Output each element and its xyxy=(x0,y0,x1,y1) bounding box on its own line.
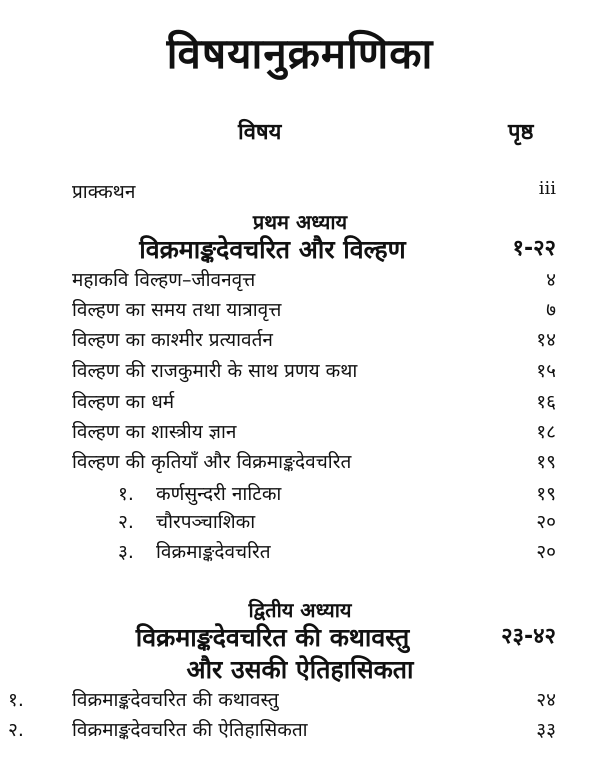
chapter-2-pages: २३-४२ xyxy=(501,624,556,649)
toc-entry-page: ७ xyxy=(546,299,556,321)
toc-entry-page: २४ xyxy=(536,689,556,711)
toc-entry-label: प्राक्कथन xyxy=(72,181,136,203)
toc-entry xyxy=(0,448,600,478)
chapter-2-title-line-1: विक्रमाङ्कदेवचरित की कथावस्तु xyxy=(135,623,410,652)
toc-entry-label: विल्हण का धर्म xyxy=(72,391,175,413)
toc-entry-label: विल्हण का समय तथा यात्रावृत्त xyxy=(72,299,282,321)
toc-entry-label: विल्हण का काश्मीर प्रत्यावर्तन xyxy=(72,329,273,351)
toc-entry xyxy=(0,418,600,448)
chapter-1-heading: प्रथम अध्याय xyxy=(252,210,348,234)
chapter-2-heading: द्वितीय अध्याय xyxy=(248,598,352,622)
toc-entry-page: ४ xyxy=(546,269,556,291)
chapter-1-pages: १-२२ xyxy=(512,236,556,261)
toc-entry-preface xyxy=(0,178,600,208)
toc-subentry xyxy=(0,480,600,510)
toc-subentry-number: ३. xyxy=(118,541,134,563)
column-header-page: पृष्ठ xyxy=(508,120,534,145)
toc-entry xyxy=(0,266,600,296)
toc-entry-label: विक्रमाङ्कदेवचरित की कथावस्तु xyxy=(72,689,279,711)
toc-entry-number: २. xyxy=(8,719,24,741)
toc-entry-label: विल्हण का शास्त्रीय ज्ञान xyxy=(72,421,237,443)
toc-subentry-label: विक्रमाङ्कदेवचरित xyxy=(156,541,271,563)
toc-entry-page: ३३ xyxy=(536,719,556,741)
toc-entry-page: १९ xyxy=(536,451,556,473)
toc-entry-label: विल्हण की राजकुमारी के साथ प्रणय कथा xyxy=(72,360,358,382)
toc-entry xyxy=(0,296,600,326)
toc-subentry-label: चौरपञ्चाशिका xyxy=(156,511,256,533)
toc-entry-label: विल्हण की कृतियाँ और विक्रमाङ्कदेवचरित xyxy=(72,451,352,473)
toc-entry xyxy=(0,686,600,716)
toc-entry-label: महाकवि विल्हण–जीवनवृत्त xyxy=(72,269,256,291)
toc-entry-page: १४ xyxy=(536,329,556,351)
toc-subentry-number: १. xyxy=(118,483,134,505)
toc-entry-page: १५ xyxy=(536,360,556,382)
toc-subentry-page: १९ xyxy=(536,483,556,505)
toc-subentry xyxy=(0,538,600,568)
toc-entry xyxy=(0,388,600,418)
toc-subentry xyxy=(0,508,600,538)
toc-entry-page: iii xyxy=(538,178,556,199)
toc-entry-label: विक्रमाङ्कदेवचरित की ऐतिहासिकता xyxy=(72,719,308,741)
chapter-2-title-line-2: और उसकी ऐतिहासिकता xyxy=(186,655,414,684)
toc-subentry-number: २. xyxy=(118,511,134,533)
toc-subentry-page: २० xyxy=(536,541,556,563)
toc-entry xyxy=(0,357,600,387)
toc-entry xyxy=(0,716,600,746)
column-header-subject: विषय xyxy=(238,120,282,145)
toc-entry xyxy=(0,326,600,356)
toc-subentry-page: २० xyxy=(536,511,556,533)
toc-entry-number: १. xyxy=(8,689,24,711)
chapter-1-title: विक्रमाङ्कदेवचरित और विल्हण xyxy=(139,235,406,264)
toc-entry-page: १८ xyxy=(536,421,556,443)
page-title: विषयानुक्रमणिका xyxy=(166,29,434,78)
toc-entry-page: १६ xyxy=(536,391,556,413)
toc-subentry-label: कर्णसुन्दरी नाटिका xyxy=(156,483,282,505)
